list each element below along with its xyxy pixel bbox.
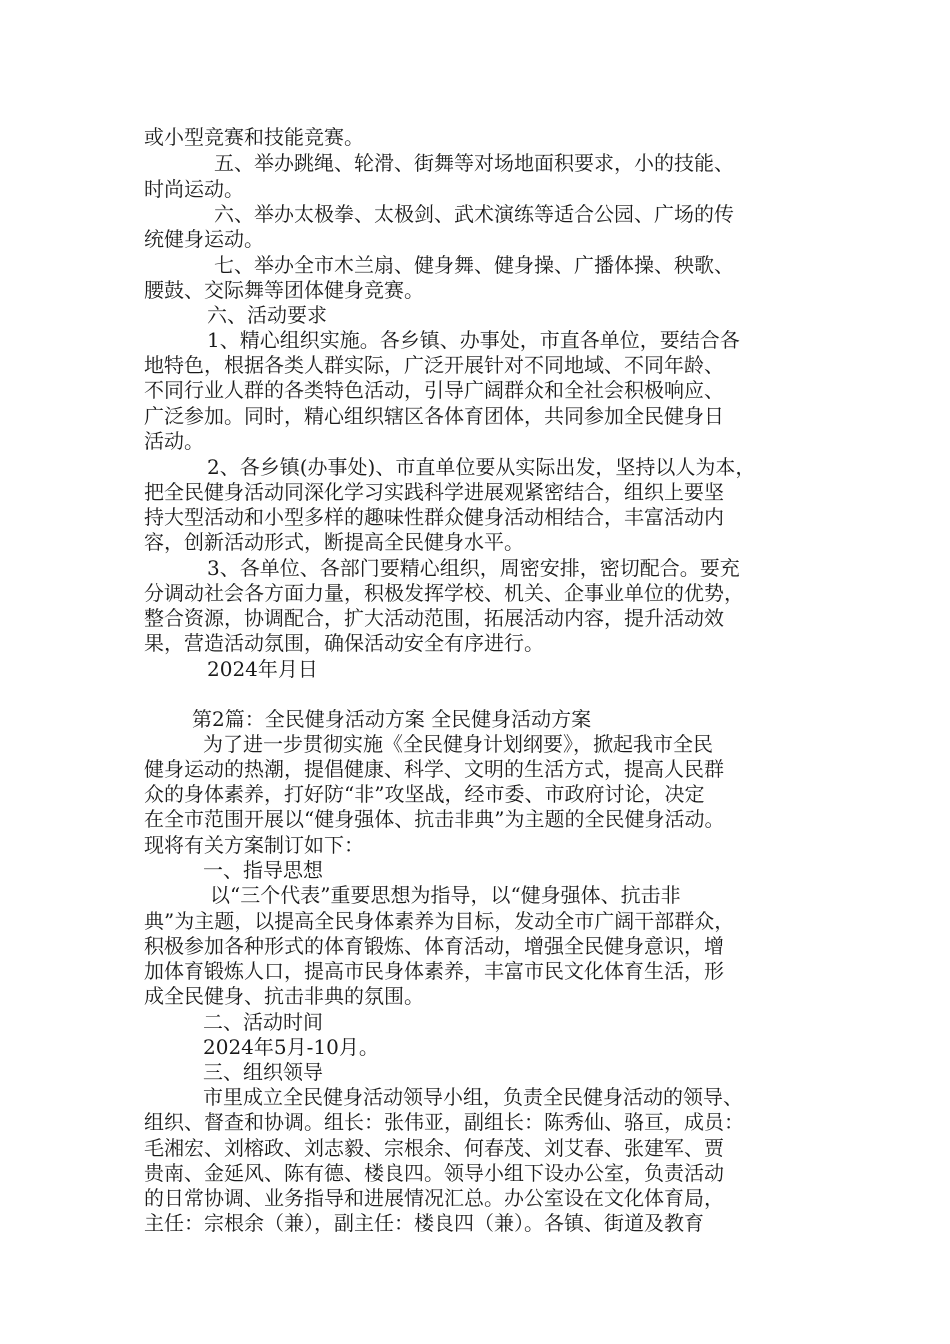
text-line: 容，创新活动形式，断提高全民健身水平。 [144,530,524,554]
text-line: 积极参加各种形式的体育锻炼、体育活动，增强全民健身意识，增 [144,934,724,958]
text-line: 2、各乡镇(办事处)、市直单位要从实际出发，坚持以人为本， [207,455,756,479]
text-line: 时尚运动。 [144,177,244,201]
text-line: 六、举办太极拳、太极剑、武术演练等适合公园、广场的传 [214,202,734,226]
text-line: 果，营造活动氛围，确保活动安全有序进行。 [144,631,544,655]
text-line: 活动。 [144,429,204,453]
text-line: 统健身运动。 [144,227,264,251]
text-line: 不同行业人群的各类特色活动，引导广阔群众和全社会积极响应、 [144,378,724,402]
text-line: 贵南、金延风、陈有德、楼良四。领导小组下设办公室，负责活动 [144,1161,724,1185]
section-heading: 二、活动时间 [203,1010,323,1034]
text-line: 或小型竞赛和技能竞赛。 [144,125,364,149]
text-line: 现将有关方案制订如下： [144,833,364,857]
text-line: 以“三个代表”重要思想为指导，以“健身强体、抗击非 [210,883,681,907]
text-line: 五、举办跳绳、轮滑、街舞等对场地面积要求，小的技能、 [214,151,734,175]
text-line: 加体育锻炼人口，提高市民身体素养，丰富市民文化体育生活，形 [144,959,724,983]
text-line: 众的身体素养，打好防“非”攻坚战，经市委、市政府讨论，决定 [144,782,705,806]
text-line: 把全民健身活动同深化学习实践科学进展观紧密结合，组织上要坚 [144,480,724,504]
text-line: 2024年5月-10月。 [203,1035,379,1059]
text-line: 组织、督查和协调。组长：张伟亚，副组长：陈秀仙、骆亘，成员： [144,1110,744,1134]
text-line: 七、举办全市木兰扇、健身舞、健身操、广播体操、秧歌、 [214,253,734,277]
text-line: 在全市范围开展以“健身强体、抗击非典”为主题的全民健身活动。 [144,807,725,831]
text-line: 主任：宗根余（兼），副主任：楼良四（兼）。各镇、街道及教育 [144,1211,704,1235]
section-heading: 六、活动要求 [207,303,327,327]
text-line: 腰鼓、交际舞等团体健身竞赛。 [144,278,424,302]
text-line: 典”为主题，以提高全民身体素养为目标，发动全市广阔干部群众， [144,909,735,933]
section-heading: 一、指导思想 [203,858,323,882]
text-line: 广泛参加。同时，精心组织辖区各体育团体，共同参加全民健身日 [144,404,724,428]
text-line: 持大型活动和小型多样的趣味性群众健身活动相结合，丰富活动内 [144,505,724,529]
text-line: 成全民健身、抗击非典的氛围。 [144,984,424,1008]
text-line: 地特色，根据各类人群实际，广泛开展针对不同地域、不同年龄、 [144,353,724,377]
text-line: 毛湘宏、刘榕政、刘志毅、宗根余、何春茂、刘艾春、张建军、贾 [144,1136,724,1160]
text-line: 为了进一步贯彻实施《全民健身计划纲要》，掀起我市全民 [203,732,713,756]
text-line: 3、各单位、各部门要精心组织，周密安排，密切配合。要充 [207,556,740,580]
section-heading: 三、组织领导 [203,1060,323,1084]
text-line: 市里成立全民健身活动领导小组，负责全民健身活动的领导、 [203,1085,743,1109]
date-line: 2024年月日 [207,657,318,681]
text-line: 的日常协调、业务指导和进展情况汇总。办公室设在文化体育局， [144,1186,724,1210]
text-line: 分调动社会各方面力量，积极发挥学校、机关、企事业单位的优势， [144,581,744,605]
article-title: 第2篇：全民健身活动方案 全民健身活动方案 [192,707,592,731]
text-line: 1、精心组织实施。各乡镇、办事处，市直各单位，要结合各 [207,328,740,352]
text-line: 整合资源，协调配合，扩大活动范围，拓展活动内容，提升活动效 [144,606,724,630]
text-line: 健身运动的热潮，提倡健康、科学、文明的生活方式，提高人民群 [144,757,724,781]
